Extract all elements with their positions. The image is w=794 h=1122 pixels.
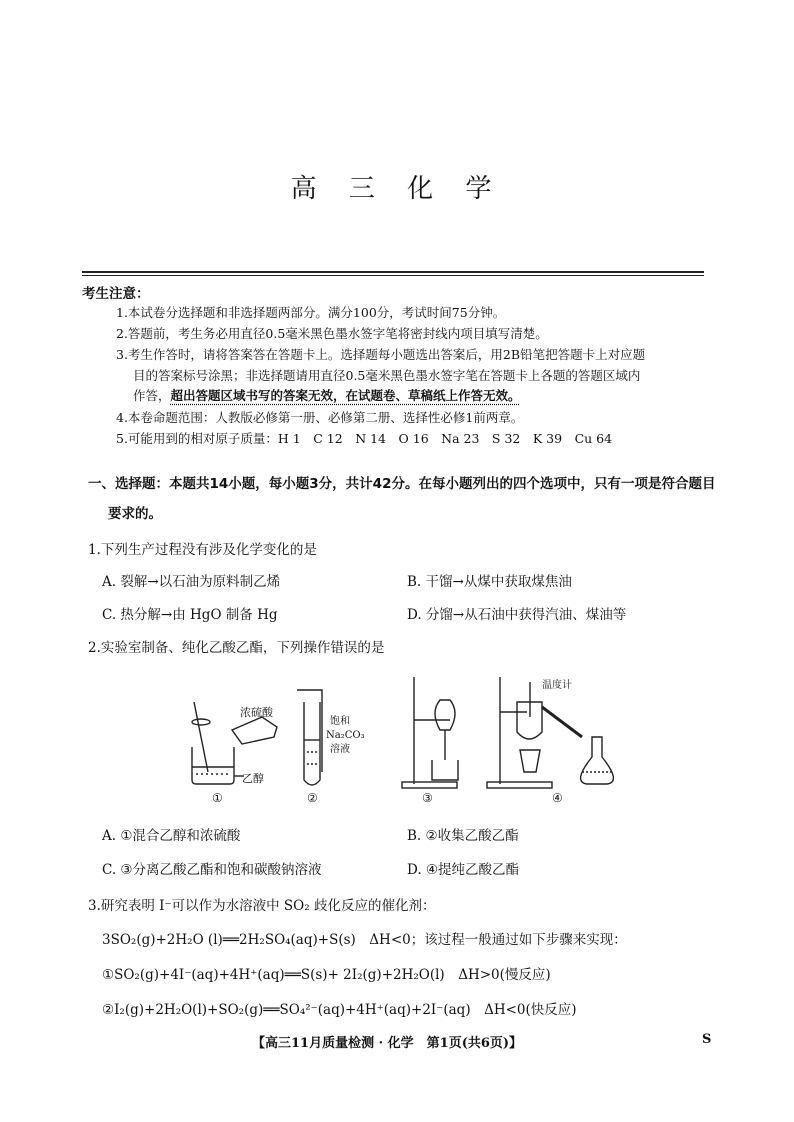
label-conc-acid: 浓硫酸 (240, 706, 273, 719)
page-footer: 【高三11月质量检测 · 化学 第1页(共6页)】 (252, 1036, 523, 1051)
q3-stem: 3.研究表明 I⁻可以作为水溶液中 SO₂ 歧化反应的催化剂： (88, 898, 436, 914)
test-tube (304, 702, 320, 785)
label-saturated: 饱和 (330, 716, 350, 727)
label-na2co3: Na₂CO₃ (326, 730, 365, 741)
footer-mark: S (702, 1032, 712, 1047)
apparatus-2 (297, 690, 322, 785)
acid-bottle (232, 717, 277, 744)
q1-option-c: C. 热分解→由 HgO 制备 Hg (102, 607, 278, 623)
stand-base-4 (487, 782, 552, 788)
label-solution: 溶液 (330, 744, 350, 755)
notice-item-5: 5.可能用到的相对原子质量：H 1 C 12 N 14 O 16 Na 23 S 32 K 39 Cu 64 (116, 431, 613, 446)
page-title: 高 三 化 学 (290, 174, 504, 204)
q2-stem: 2.实验室制备、纯化乙酸乙酯，下列操作错误的是 (88, 640, 385, 656)
label-num-3: ③ (422, 791, 433, 805)
q3-equation-step1: ①SO₂(g)+4I⁻(aq)+4H⁺(aq)══S(s)+ 2I₂(g)+2H₂O(l) ΔH>0(慢反应) (102, 967, 551, 983)
notice-heading: 考生注意： (82, 286, 150, 302)
q2-option-a: A. ①混合乙醇和浓硫酸 (102, 828, 241, 844)
stand-base-3 (402, 782, 457, 788)
q1-option-d: D. 分馏→从石油中获得汽油、煤油等 (407, 607, 627, 623)
label-num-4: ④ (552, 791, 563, 805)
label-thermometer: 温度计 (542, 680, 572, 691)
notice-item-3: 3.考生作答时，请将答案答在答题卡上。选择题每小题选出答案后，用2B铅笔把答题卡上对应题 (116, 347, 646, 362)
stir-arrow (192, 719, 210, 725)
lab-apparatus-figure (182, 672, 642, 807)
q1-option-a: A. 裂解→以石油为原料制乙烯 (102, 574, 281, 590)
notice-emphasis: 超出答题区域书写的答案无效，在试题卷、草稿纸上作答无效。 (170, 388, 521, 403)
notice-item-3-tail: 作答， (133, 388, 171, 403)
notice-item-1: 1.本试卷分选择题和非选择题两部分。满分100分，考试时间75分钟。 (116, 305, 506, 320)
label-ethanol: 乙醇 (242, 772, 264, 785)
notice-item-3-cont: 目的答案标号涂黑；非选择题请用直径0.5毫米黑色墨水签字笔在答题卡上各题的答题区域内 (133, 368, 641, 383)
notice-item-4: 4.本卷命题范围：人教版必修第一册、必修第二册、选择性必修1前两章。 (116, 410, 524, 425)
section-heading-cont: 要求的。 (108, 506, 162, 522)
label-num-1: ① (212, 791, 223, 805)
apparatus-4 (487, 677, 613, 788)
notice-item-2: 2.答题前，考生务必用直径0.5毫米黑色墨水签字笔将密封线内项目填写清楚。 (116, 326, 548, 341)
apparatus-3 (402, 677, 458, 788)
header-rule-thick (82, 271, 704, 273)
separatory-funnel (435, 700, 455, 730)
q1-stem: 1.下列生产过程没有涉及化学变化的是 (88, 542, 317, 558)
delivery-tube (297, 690, 322, 772)
receiving-flask (581, 737, 614, 784)
section-heading: 一、选择题：本题共14小题，每小题3分，共计42分。在每小题列出的四个选项中，只有一项是符合题目 (88, 476, 716, 492)
header-rule-thin (82, 275, 704, 276)
glass-rod (194, 702, 208, 772)
beaker-3 (432, 760, 458, 780)
q1-option-b: B. 干馏→从煤中获取煤焦油 (407, 574, 572, 590)
label-num-2: ② (307, 791, 318, 805)
notice-item-3-end (133, 386, 521, 404)
q2-option-c: C. ③分离乙酸乙酯和饱和碳酸钠溶液 (102, 862, 322, 878)
q2-option-d: D. ④提纯乙酸乙酯 (407, 862, 520, 878)
beaker-1 (192, 747, 234, 784)
q3-equation-step2: ②I₂(g)+2H₂O(l)+SO₂(g)══SO₄²⁻(aq)+4H⁺(aq)+2I⁻(aq) ΔH<0(快反应) (102, 1002, 577, 1018)
q3-equation-overall: 3SO₂(g)+2H₂O (l)══2H₂SO₄(aq)+S(s) ΔH<0；该过程一般通过如下步骤来实现： (102, 932, 627, 948)
q2-option-b: B. ②收集乙酸乙酯 (407, 828, 519, 844)
burner (520, 750, 540, 772)
condenser (542, 707, 582, 737)
